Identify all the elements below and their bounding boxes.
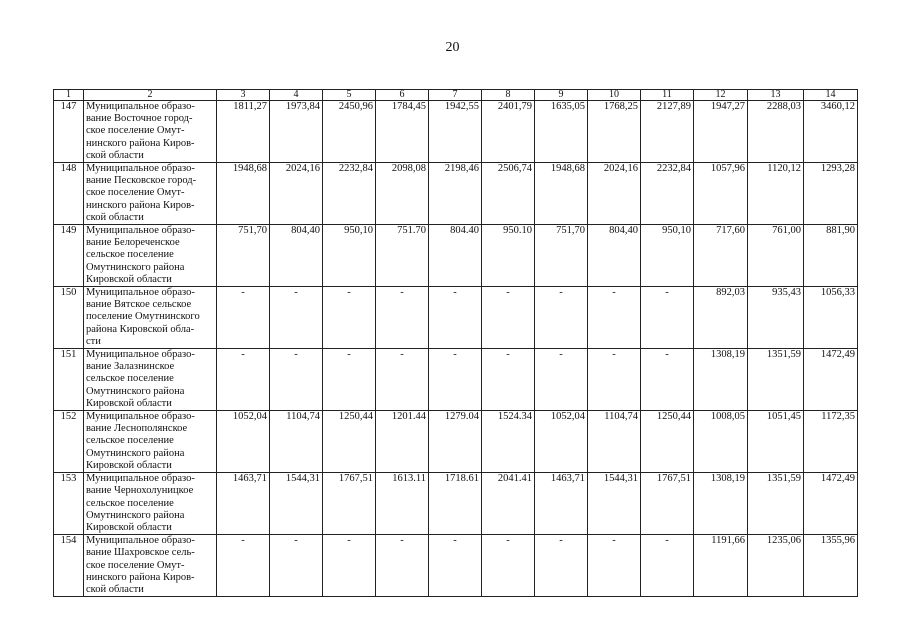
value-cell: - [482, 287, 535, 349]
municipality-name-cell: Муниципальное образо- вание Чернохолуницкое сельское поселение Омутнинского района Кировской области [84, 473, 217, 535]
value-cell: 1351,59 [748, 349, 804, 411]
table-row [54, 535, 858, 597]
header-cell: 14 [804, 90, 858, 101]
value-cell: - [323, 287, 376, 349]
value-cell: 2232,84 [323, 163, 376, 225]
value-cell: 1544,31 [270, 473, 323, 535]
value-cell: 1811,27 [217, 101, 270, 163]
municipality-name-cell: Муниципальное образо- вание Вятское сельское поселение Омутнинского района Кировской обла- сти [84, 287, 217, 349]
table-row [54, 163, 858, 225]
page-number: 20 [445, 40, 460, 55]
value-cell: 950.10 [482, 225, 535, 287]
header-cell: 5 [323, 90, 376, 101]
value-cell: 1948,68 [217, 163, 270, 225]
value-cell: 1355,96 [804, 535, 858, 597]
value-cell: 2450,96 [323, 101, 376, 163]
value-cell: - [376, 349, 429, 411]
value-cell: 1472,49 [804, 473, 858, 535]
header-cell: 3 [217, 90, 270, 101]
row-number-cell: 149 [54, 225, 84, 287]
row-number-cell: 147 [54, 101, 84, 163]
value-cell: 1942,55 [429, 101, 482, 163]
value-cell: 1784,45 [376, 101, 429, 163]
value-cell: - [482, 349, 535, 411]
value-cell: 1973,84 [270, 101, 323, 163]
table-row [54, 473, 858, 535]
value-cell: 2024,16 [270, 163, 323, 225]
value-cell: 892,03 [694, 287, 748, 349]
row-number-cell: 154 [54, 535, 84, 597]
value-cell: - [217, 349, 270, 411]
value-cell: 804,40 [588, 225, 641, 287]
value-cell: 1948,68 [535, 163, 588, 225]
value-cell: - [641, 535, 694, 597]
value-cell: 1947,27 [694, 101, 748, 163]
value-cell: 1524.34 [482, 411, 535, 473]
header-cell: 6 [376, 90, 429, 101]
table-row [54, 287, 858, 349]
value-cell: 1308,19 [694, 349, 748, 411]
value-cell: 751,70 [535, 225, 588, 287]
value-cell: 1052,04 [535, 411, 588, 473]
value-cell: 1120,12 [748, 163, 804, 225]
row-number-cell: 151 [54, 349, 84, 411]
value-cell: 1279.04 [429, 411, 482, 473]
header-cell: 12 [694, 90, 748, 101]
header-cell: 2 [84, 90, 217, 101]
value-cell: 1250,44 [641, 411, 694, 473]
value-cell: 1635,05 [535, 101, 588, 163]
table-row [54, 349, 858, 411]
value-cell: 2024,16 [588, 163, 641, 225]
tariff-table [53, 89, 858, 597]
value-cell: - [217, 287, 270, 349]
value-cell: 1293,28 [804, 163, 858, 225]
value-cell: - [641, 287, 694, 349]
municipality-name-cell: Муниципальное образо- вание Леснополянское сельское поселение Омутнинского района Кировской области [84, 411, 217, 473]
value-cell: 1768,25 [588, 101, 641, 163]
municipality-name-cell: Муниципальное образо- вание Белореченское сельское поселение Омутнинского района Кировской области [84, 225, 217, 287]
value-cell: 1201.44 [376, 411, 429, 473]
value-cell: - [376, 535, 429, 597]
value-cell: 1191,66 [694, 535, 748, 597]
value-cell: 1051,45 [748, 411, 804, 473]
value-cell: - [429, 349, 482, 411]
value-cell: - [429, 287, 482, 349]
value-cell: 2232,84 [641, 163, 694, 225]
value-cell: - [270, 349, 323, 411]
header-cell: 11 [641, 90, 694, 101]
value-cell: 1308,19 [694, 473, 748, 535]
value-cell: 1104,74 [270, 411, 323, 473]
value-cell: 1052,04 [217, 411, 270, 473]
value-cell: 2041.41 [482, 473, 535, 535]
value-cell: 751.70 [376, 225, 429, 287]
value-cell: 1463,71 [535, 473, 588, 535]
value-cell: 717,60 [694, 225, 748, 287]
municipality-name-cell: Муниципальное образо- вание Восточное город- ское поселение Омут- нинского района Киров- ской области [84, 101, 217, 163]
header-cell: 10 [588, 90, 641, 101]
value-cell: - [270, 535, 323, 597]
municipality-name-cell: Муниципальное образо- вание Залазнинское сельское поселение Омутнинского района Кировской области [84, 349, 217, 411]
table-row [54, 225, 858, 287]
value-cell: - [535, 349, 588, 411]
municipality-name-cell: Муниципальное образо- вание Песковское город- ское поселение Омут- нинского района Киров- ской области [84, 163, 217, 225]
value-cell: - [376, 287, 429, 349]
value-cell: - [429, 535, 482, 597]
table-row [54, 101, 858, 163]
header-cell: 1 [54, 90, 84, 101]
value-cell: 2198,46 [429, 163, 482, 225]
value-cell: 881,90 [804, 225, 858, 287]
header-cell: 9 [535, 90, 588, 101]
value-cell: 1767,51 [323, 473, 376, 535]
value-cell: 2098,08 [376, 163, 429, 225]
value-cell: - [323, 349, 376, 411]
value-cell: 3460,12 [804, 101, 858, 163]
value-cell: 1057,96 [694, 163, 748, 225]
row-number-cell: 150 [54, 287, 84, 349]
value-cell: 950,10 [641, 225, 694, 287]
municipality-name-cell: Муниципальное образо- вание Шахровское сель- ское поселение Омут- нинского района Киров- ской области [84, 535, 217, 597]
value-cell: - [588, 349, 641, 411]
value-cell: 1767,51 [641, 473, 694, 535]
header-cell: 4 [270, 90, 323, 101]
value-cell: 2401,79 [482, 101, 535, 163]
value-cell: - [641, 349, 694, 411]
value-cell: 1104,74 [588, 411, 641, 473]
value-cell: - [217, 535, 270, 597]
value-cell: 761,00 [748, 225, 804, 287]
header-cell: 7 [429, 90, 482, 101]
header-cell: 8 [482, 90, 535, 101]
table-body [54, 90, 858, 597]
value-cell: 1463,71 [217, 473, 270, 535]
value-cell: 2506,74 [482, 163, 535, 225]
value-cell: 1056,33 [804, 287, 858, 349]
value-cell: 751,70 [217, 225, 270, 287]
value-cell: 1351,59 [748, 473, 804, 535]
table-row [54, 411, 858, 473]
value-cell: 2288,03 [748, 101, 804, 163]
value-cell: 1172,35 [804, 411, 858, 473]
value-cell: 1235,06 [748, 535, 804, 597]
value-cell: 804,40 [270, 225, 323, 287]
row-number-cell: 152 [54, 411, 84, 473]
value-cell: - [588, 535, 641, 597]
value-cell: 804.40 [429, 225, 482, 287]
value-cell: - [270, 287, 323, 349]
value-cell: - [535, 535, 588, 597]
row-number-cell: 153 [54, 473, 84, 535]
header-cell: 13 [748, 90, 804, 101]
value-cell: 1008,05 [694, 411, 748, 473]
value-cell: - [482, 535, 535, 597]
value-cell: 2127,89 [641, 101, 694, 163]
value-cell: 950,10 [323, 225, 376, 287]
value-cell: 1718.61 [429, 473, 482, 535]
value-cell: 1544,31 [588, 473, 641, 535]
value-cell: 1250,44 [323, 411, 376, 473]
value-cell: - [323, 535, 376, 597]
value-cell: - [588, 287, 641, 349]
value-cell: - [535, 287, 588, 349]
value-cell: 1472,49 [804, 349, 858, 411]
value-cell: 935,43 [748, 287, 804, 349]
value-cell: 1613.11 [376, 473, 429, 535]
row-number-cell: 148 [54, 163, 84, 225]
table-header-row [54, 90, 858, 101]
